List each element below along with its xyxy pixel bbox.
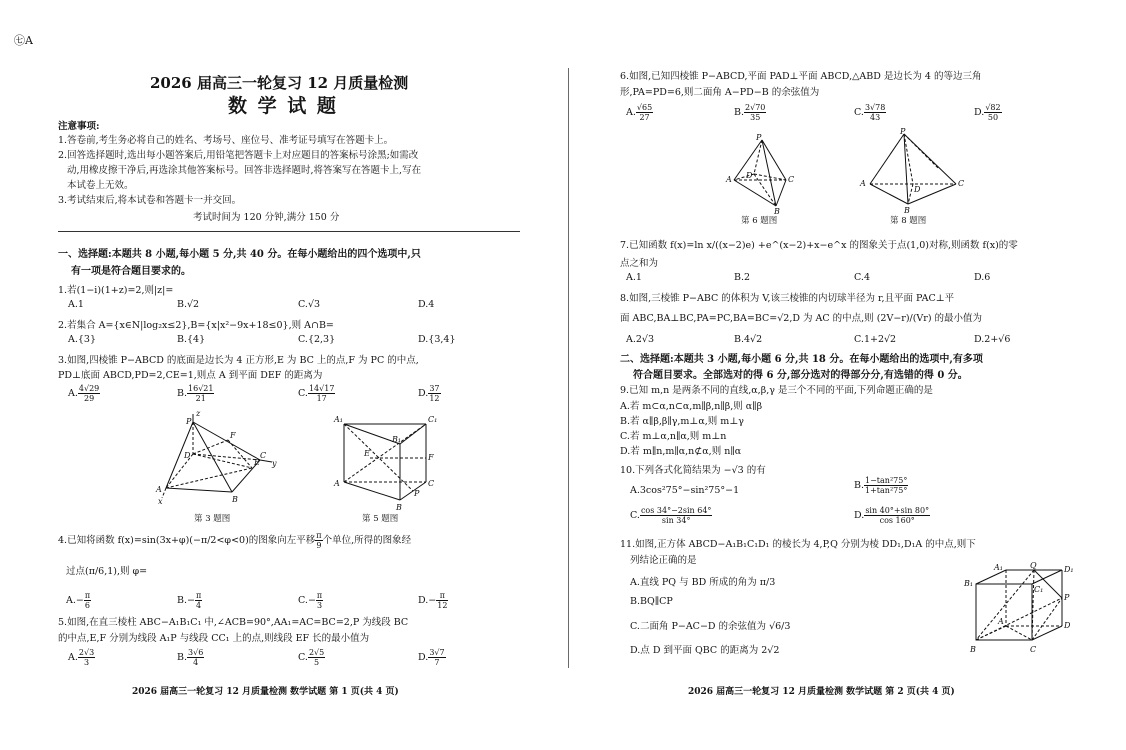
q10-option-b: B. $\frac{\text{1−tan²75°}}{\text{1+tan²75°}}$ (854, 476, 908, 495)
notice-line: 动,用橡皮擦干净后,再选涂其他答案标号。回答非选择题时,将答案写在答题卡上,写在 (67, 165, 422, 176)
q7-option-b: B.2 (734, 272, 751, 283)
q6-option-a: A. $\frac{√65}{27}$ (626, 103, 653, 122)
section2-heading: 二、选择题:本题共 3 小题,每小题 6 分,共 18 分。在每小题给出的选项中,有多项 (620, 354, 983, 365)
svg-text:D₁: D₁ (1064, 565, 1074, 574)
q9-option-d: D.若 m∥n,m∥α,n⊄α,则 n∥α (620, 446, 742, 457)
q2-option-d: D.{3,4} (418, 334, 456, 345)
notice-line: 1.答卷前,考生务必将自己的姓名、考场号、座位号、准考证号填写在答题卡上。 (58, 135, 394, 146)
q4-option-a: A.− $\frac{\pi}{6}$ (66, 591, 91, 610)
figure-8-caption: 第 8 题图 (890, 216, 927, 226)
svg-text:B₁: B₁ (392, 435, 402, 444)
svg-text:B: B (232, 495, 238, 504)
figure-6-caption: 第 6 题图 (741, 216, 778, 226)
q11-stem-cont: 列结论正确的是 (630, 555, 697, 566)
q11-option-a: A.直线 PQ 与 BD 所成的角为 π/3 (630, 577, 776, 588)
svg-text:z: z (196, 410, 201, 418)
q1-option-a: A.1 (68, 299, 84, 310)
svg-text:B₁: B₁ (964, 579, 974, 588)
q5-option-a: A. $\frac{2√3}{3}$ (68, 648, 95, 667)
q6-option-d: D. $\frac{√82}{50}$ (974, 103, 1001, 122)
figure-5-prism (330, 412, 440, 512)
q10-option-c: C. $\frac{\cos 34^\circ-2\sin 64^\circ}{\sin 34^\circ}$ (630, 506, 712, 525)
svg-text:A: A (334, 479, 340, 488)
section1-heading: 一、选择题:本题共 8 小题,每小题 5 分,共 40 分。在每小题给出的四个选项中,只 (58, 249, 421, 260)
q8-option-c: C.1+2√2 (854, 334, 897, 345)
svg-text:C: C (788, 175, 795, 184)
q1-option-d: D.4 (418, 299, 435, 310)
q4-option-d: D.− $\frac{\pi}{12}$ (418, 591, 448, 610)
q3-option-c: C. $\frac{14√17}{17}$ (298, 384, 335, 403)
svg-text:D: D (914, 185, 921, 194)
section1-heading-cont: 有一项是符合题目要求的。 (71, 266, 191, 277)
svg-text:A: A (998, 617, 1004, 626)
svg-text:C₁: C₁ (1034, 585, 1044, 594)
q2-option-b: B.{4} (177, 334, 206, 345)
q6-option-b: B. $\frac{2√70}{35}$ (734, 103, 766, 122)
q11-stem: 11.如图,正方体 ABCD−A₁B₁C₁D₁ 的棱长为 4,P,Q 分别为棱 DD₁,D₁A 的中点,则下 (620, 539, 976, 550)
page-divider (568, 68, 569, 668)
q2-option-a: A.{3} (68, 334, 97, 345)
section2-heading-cont: 符合题目要求。全部选对的得 6 分,部分选对的得部分分,有选错的得 0 分。 (633, 370, 968, 381)
q4-stem: 4.已知将函数 f(x)=sin(3x+φ)(−π/2<φ<0)的图象向左平移 $\frac{\pi}{9}$ 个单位,所得的图象经 (58, 531, 412, 550)
svg-text:D: D (184, 451, 191, 460)
q5-option-d: D. $\frac{3√7}{7}$ (418, 648, 445, 667)
q8-stem-cont: 面 ABC,BA⊥BC,PA=PC,BA=BC=√2,D 为 AC 的中点,则 (2V−r)/(Vr) 的最小值为 (620, 313, 983, 324)
svg-text:A₁: A₁ (334, 415, 343, 424)
q9-option-a: A.若 m⊂α,n⊂α,m∥β,n∥β,则 α∥β (620, 401, 763, 412)
q10-option-a: A.3cos²75°−sin²75°−1 (630, 485, 740, 496)
svg-text:E: E (254, 458, 260, 467)
notice-line: 3.考试结束后,将本试卷和答题卡一并交回。 (58, 195, 242, 206)
q7-option-a: A.1 (626, 272, 642, 283)
svg-text:B: B (774, 207, 780, 214)
q9-option-c: C.若 m⊥α,n∥α,则 m⊥n (620, 431, 727, 442)
svg-text:C: C (1030, 645, 1037, 654)
q9-stem: 9.已知 m,n 是两条不同的直线,α,β,γ 是三个不同的平面,下列命题正确的是 (620, 385, 933, 396)
q4-option-b: B.− $\frac{\pi}{4}$ (177, 591, 202, 610)
svg-text:E: E (364, 449, 370, 458)
q8-option-d: D.2+√6 (974, 334, 1011, 345)
exam-title: 2026 届高三一轮复习 12 月质量检测 (150, 74, 409, 92)
svg-text:C: C (958, 179, 965, 188)
figure-3-caption: 第 3 题图 (194, 514, 231, 524)
svg-text:P: P (900, 128, 906, 136)
svg-text:P: P (186, 417, 192, 426)
svg-text:D: D (746, 171, 753, 180)
q8-option-b: B.4√2 (734, 334, 763, 345)
q1-option-b: B.√2 (177, 299, 200, 310)
svg-text:Q: Q (1030, 562, 1037, 570)
svg-text:y: y (272, 459, 277, 468)
q11-option-c: C.二面角 P−AC−D 的余弦值为 √6/3 (630, 621, 791, 632)
svg-text:A₁: A₁ (994, 563, 1003, 572)
svg-text:B: B (970, 645, 976, 654)
q7-stem: 7.已知函数 f(x)=ln x/((x−2)e) +e^(x−2)+x−e^x 的图象关于点(1,0)对称,则函数 f(x)的零 (620, 240, 1018, 251)
q3-option-b: B. $\frac{16√21}{21}$ (177, 384, 214, 403)
q9-option-b: B.若 α∥β,β∥γ,m⊥α,则 m⊥γ (620, 416, 744, 427)
figure-11-cube (962, 562, 1082, 658)
svg-text:F: F (428, 453, 434, 462)
q3-stem-cont: PD⊥底面 ABCD,PD=2,CE=1,则点 A 到平面 DEF 的距离为 (58, 370, 323, 381)
svg-text:B: B (396, 503, 402, 512)
q11-option-b: B.BQ∥CP (630, 596, 673, 607)
time-info: 考试时间为 120 分钟,满分 150 分 (193, 212, 340, 223)
q1-option-c: C.√3 (298, 299, 321, 310)
svg-text:x: x (158, 497, 163, 506)
figure-3-pyramid (148, 410, 288, 510)
notice-line: 本试卷上无效。 (67, 180, 134, 191)
q7-stem-cont: 点之和为 (620, 258, 659, 269)
svg-text:P: P (414, 489, 420, 498)
q8-option-a: A.2√3 (626, 334, 655, 345)
exam-subject: 数 学 试 题 (228, 95, 338, 117)
q6-stem-cont: 形,PA=PD=6,则二面角 A−PD−B 的余弦值为 (620, 87, 820, 98)
svg-text:D: D (1064, 621, 1071, 630)
q6-option-c: C. $\frac{3√78}{43}$ (854, 103, 886, 122)
q5-stem-cont: 的中点,E,F 分别为线段 A₁P 与线段 CC₁ 上的点,则线段 EF 长的最小值为 (58, 633, 370, 644)
q10-stem: 10.下列各式化简结果为 −√3 的有 (620, 465, 766, 476)
q10-option-d: D. $\frac{\sin 40^\circ+\sin 80^\circ}{\cos 160^\circ}$ (854, 506, 930, 525)
q3-option-a: A. $\frac{4√29}{29}$ (68, 384, 100, 403)
notice-heading: 注意事项: (58, 121, 100, 132)
svg-text:A: A (156, 485, 162, 494)
divider-line (58, 231, 520, 232)
svg-text:F: F (230, 431, 236, 440)
svg-text:C: C (428, 479, 435, 488)
notice-line: 2.回答选择题时,选出每小题答案后,用铅笔把答题卡上对应题目的答案标号涂黑;如需改 (58, 150, 419, 161)
q2-stem: 2.若集合 A={x∈N|log₂x≤2},B={x|x²−9x+18≤0},则 A∩B= (58, 320, 334, 331)
figure-5-caption: 第 5 题图 (362, 514, 399, 524)
q7-option-c: C.4 (854, 272, 870, 283)
corner-mark: ㊆A (14, 34, 33, 47)
q3-stem: 3.如图,四棱锥 P−ABCD 的底面是边长为 4 正方形,E 为 BC 上的点,F 为 PC 的中点, (58, 355, 419, 366)
q7-option-d: D.6 (974, 272, 991, 283)
svg-text:C: C (260, 451, 267, 460)
q2-option-c: C.{2,3} (298, 334, 336, 345)
q3-option-d: D. $\frac{37}{12}$ (418, 384, 440, 403)
q8-stem: 8.如图,三棱锥 P−ABC 的体积为 V,该三棱锥的内切球半径为 r,且平面 PAC⊥平 (620, 293, 955, 304)
svg-text:P: P (1064, 593, 1070, 602)
q6-stem: 6.如图,已知四棱锥 P−ABCD,平面 PAD⊥平面 ABCD,△ABD 是边长为 4 的等边三角 (620, 71, 982, 82)
svg-text:A: A (726, 175, 732, 184)
q4-stem-cont: 过点(π/6,1),则 φ= (66, 566, 148, 577)
q11-option-d: D.点 D 到平面 QBC 的距离为 2√2 (630, 645, 780, 656)
page-2-footer: 2026 届高三一轮复习 12 月质量检测 数学试题 第 2 页(共 4 页) (688, 687, 955, 697)
q5-option-c: C. $\frac{2√5}{5}$ (298, 648, 325, 667)
page-1-footer: 2026 届高三一轮复习 12 月质量检测 数学试题 第 1 页(共 4 页) (132, 687, 399, 697)
q5-stem: 5.如图,在直三棱柱 ABC−A₁B₁C₁ 中,∠ACB=90°,AA₁=AC=BC=2,P 为线段 BC (58, 617, 409, 628)
q5-option-b: B. $\frac{3√6}{4}$ (177, 648, 204, 667)
svg-text:C₁: C₁ (428, 415, 438, 424)
svg-text:A: A (860, 179, 866, 188)
q4-option-c: C.− $\frac{\pi}{3}$ (298, 591, 323, 610)
q1-stem: 1.若(1−i)(1+z)=2,则|z|= (58, 285, 174, 296)
figure-8-pyramid (858, 128, 968, 214)
figure-6-pyramid (724, 132, 804, 214)
svg-text:P: P (756, 133, 762, 142)
svg-text:B: B (904, 206, 910, 214)
